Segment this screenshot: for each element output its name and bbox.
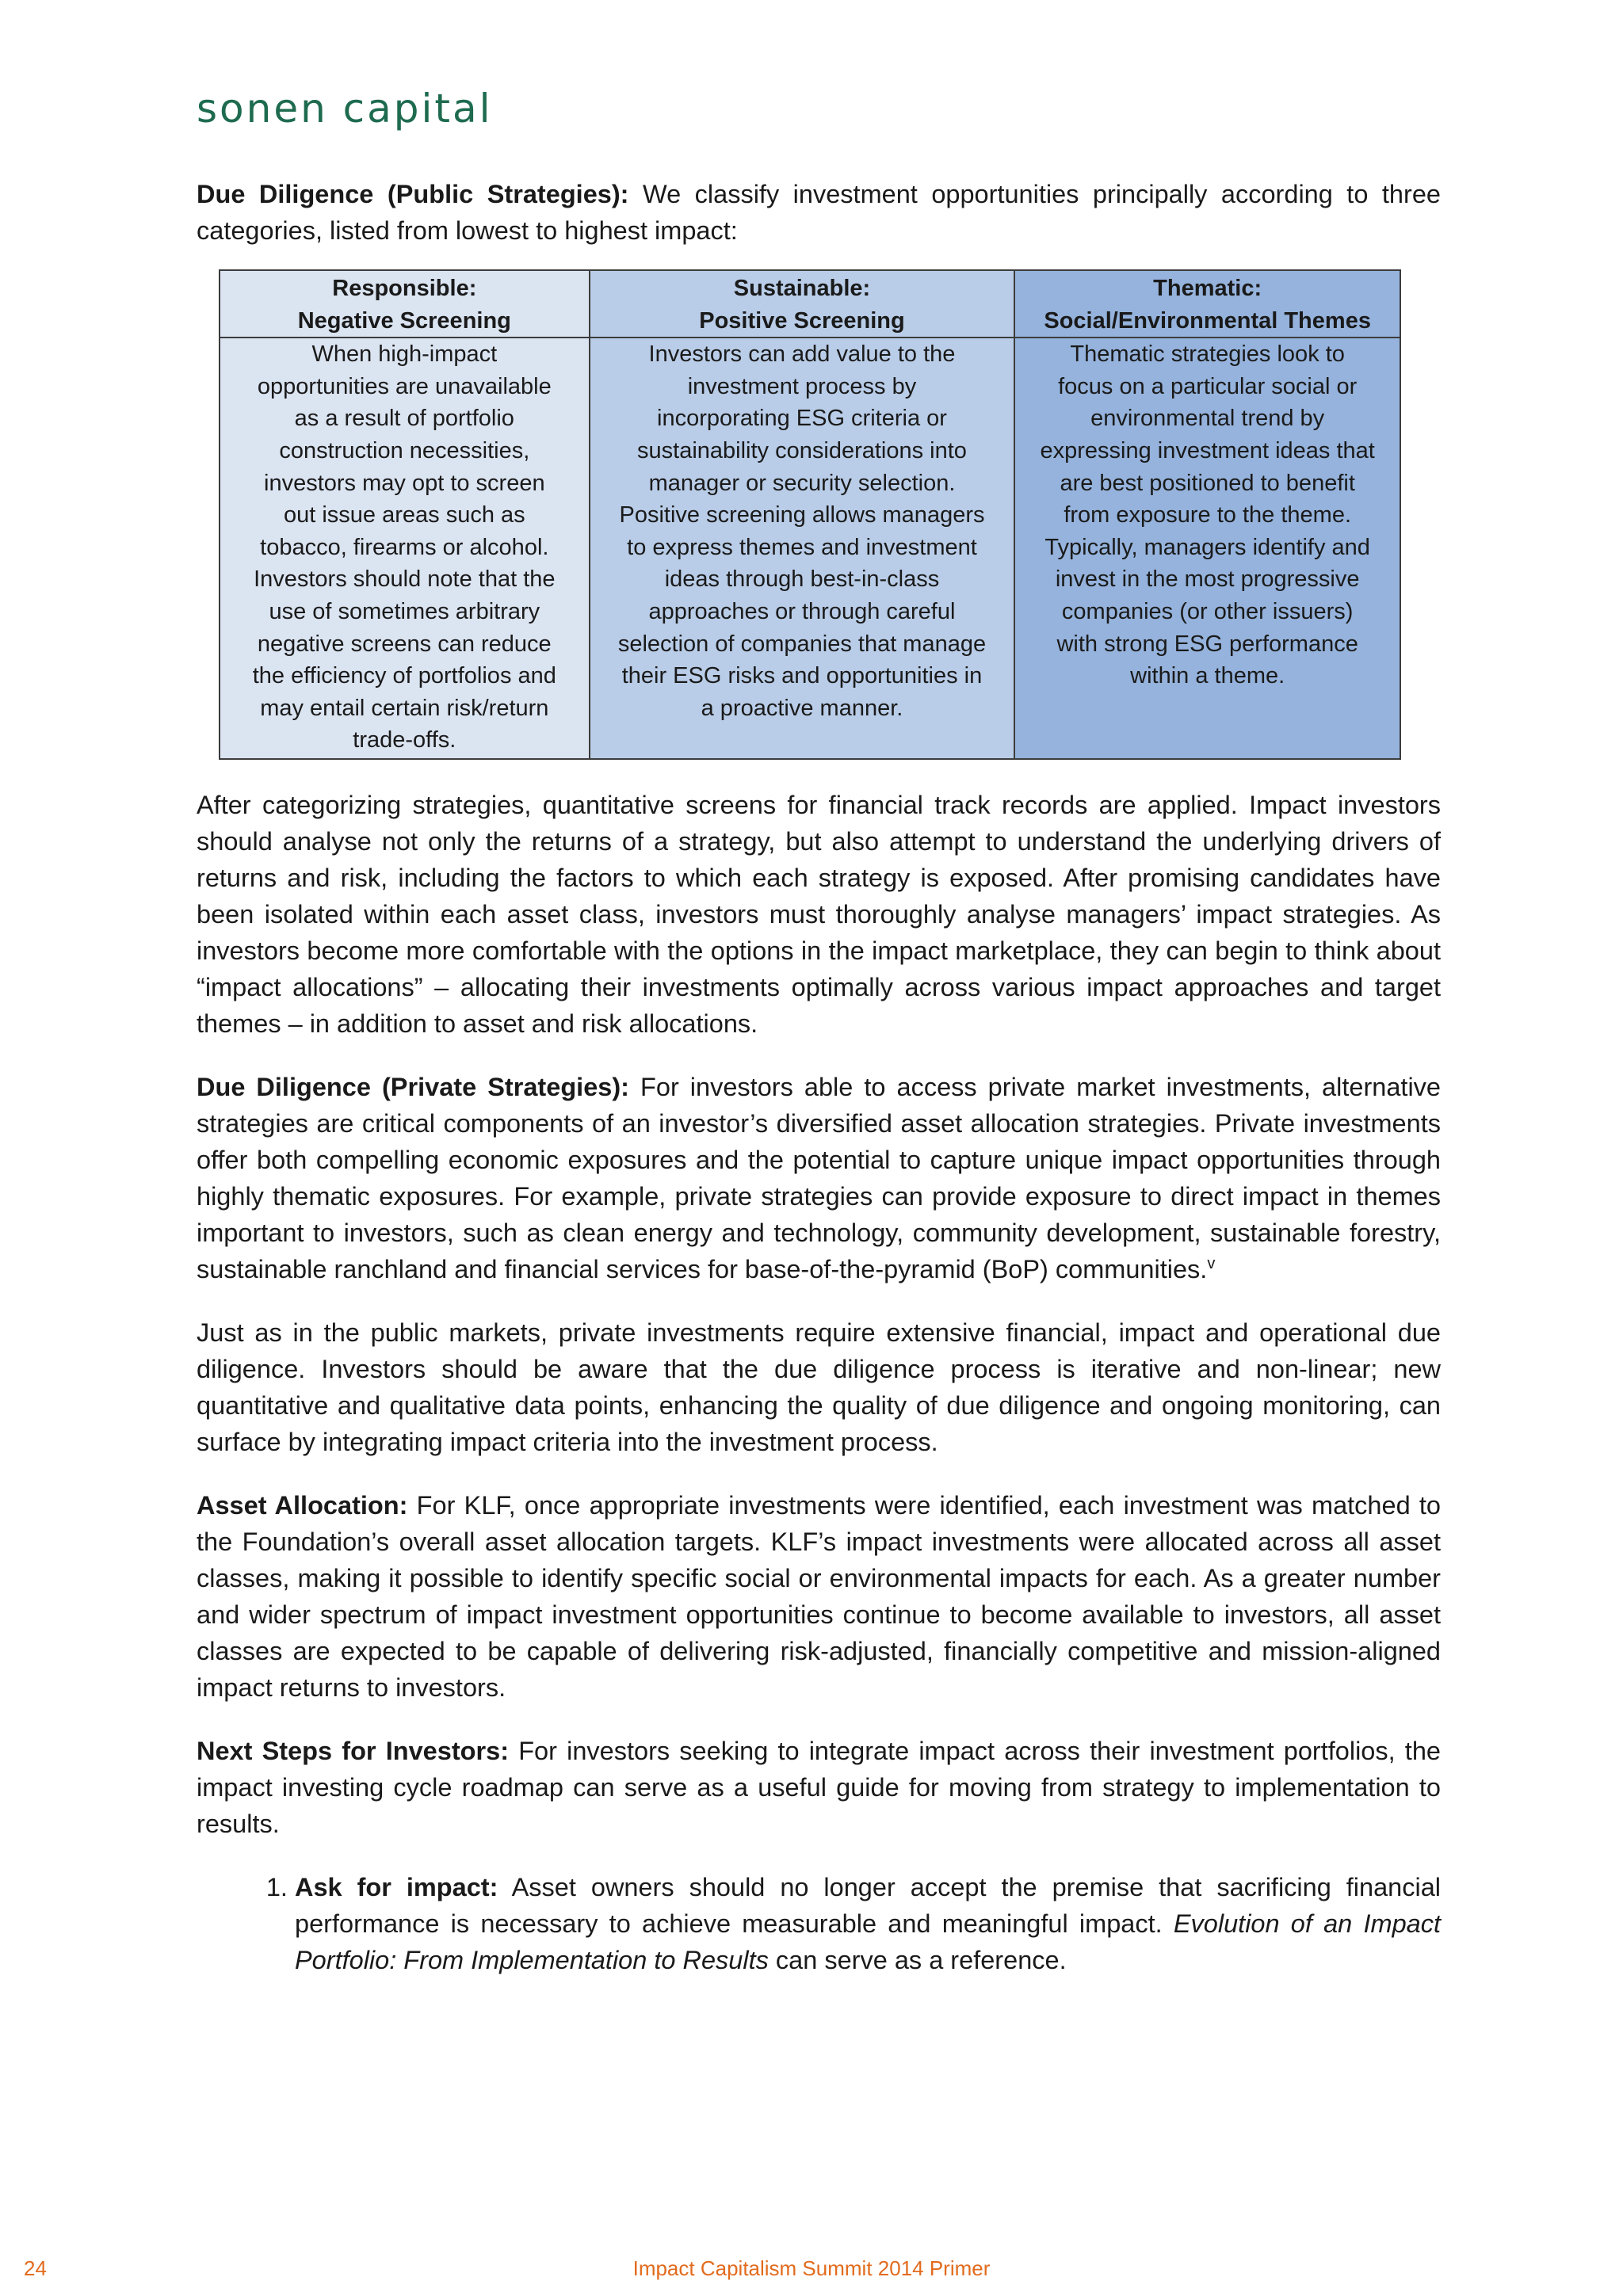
next-steps-heading: Next Steps for Investors:	[197, 1736, 510, 1765]
col-header-thematic: Thematic: Social/Environmental Themes	[1014, 270, 1400, 338]
cell-sustainable: Investors can add value to the investment process by incorporating ESG criteria or sustainability considerations into manager or security selection. Positive screening allows managers to express themes and investment ideas through best-in-class approaches or through careful selection of companies that manage their ESG risks and opportunities in a proactive manner.	[590, 338, 1015, 759]
step-heading: Ask for impact:	[295, 1872, 498, 1901]
cell-responsible: When high-impact opportunities are unavailable as a result of portfolio construction necessities, investors may opt to screen out issue areas such as tobacco, firearms or alcohol. Investors should note that the use of sometimes arbitrary negative screens can reduce the efficiency of portfolios and may entail certain risk/return trade-offs.	[220, 338, 590, 759]
private-strategies-text: For investors able to access private market investments, alternative strategies are critical components of an investor’s diversified asset allocation strategies. Private investments offer both compelling economic exposures and the potential to capture unique impact opportunities through highly thematic exposures. For example, private strategies can provide exposure to direct impact in themes important to investors, such as clean energy and technology, community development, sustainable forestry, sustainable ranchland and financial services for base-of-the-pyramid (BoP) communities.	[197, 1072, 1442, 1283]
asset-allocation-text: For KLF, once appropriate investments were identified, each investment was matched to the Foundation’s overall asset allocation targets. KLF’s impact investments were allocated across all asset classes, making it possible to identify specific social or environmental impacts for each. As a greater number and wider spectrum of impact investment opportunities continue to become available to investors, all asset classes are expected to be capable of delivering risk-adjusted, financially competitive and mission-aligned impact returns to investors.	[197, 1490, 1441, 1702]
cell-thematic: Thematic strategies look to focus on a particular social or environmental trend by expressing investment ideas that are best positioned to benefit from exposure to the theme. Typically, managers identify and invest in the most progressive companies (or other issuers) with strong ESG performance within a theme.	[1014, 338, 1400, 759]
steps-list	[197, 1869, 1441, 1978]
col-header-sustainable: Sustainable: Positive Screening	[590, 270, 1015, 338]
page-number: 24	[24, 2256, 47, 2280]
private-strategies-heading: Due Diligence (Private Strategies):	[197, 1072, 629, 1101]
col-header-responsible: Responsible: Negative Screening	[220, 270, 590, 338]
asset-allocation-paragraph	[197, 1487, 1441, 1706]
public-markets-paragraph: Just as in the public markets, private investments require extensive financial, impact and operational due diligence. Investors should be aware that the due diligence process is iterative and non-linear; new quantitative and qualitative data points, enhancing the quality of due diligence and ongoing monitoring, can surface by integrating impact criteria into the investment process.	[197, 1318, 1441, 1456]
private-strategies-paragraph	[197, 1069, 1441, 1287]
next-steps-paragraph	[197, 1733, 1441, 1842]
intro-paragraph	[197, 176, 1441, 249]
screening-table	[219, 269, 1401, 760]
intro-heading: Due Diligence (Public Strategies):	[197, 180, 629, 208]
step-text: Asset owners should no longer accept the premise that sacrificing financial performance is necessary to achieve measurable and meaningful impact.	[295, 1872, 1442, 1938]
list-item	[295, 1869, 1441, 1978]
after-categorizing-paragraph: After categorizing strategies, quantitative screens for financial track records are applied. Impact investors should analyse not only the returns of a strategy, but also attempt to understand the underlying drivers of returns and risk, including the factors to which each strategy is exposed. After promising candidates have been isolated within each asset class, investors must thoroughly analyse managers’ impact strategies. As investors become more comfortable with the options in the impact marketplace, they can begin to think about “impact allocations” – allocating their investments optimally across various impact approaches and target themes – in addition to asset and risk allocations.	[197, 790, 1441, 1038]
page-content	[197, 176, 1441, 1978]
next-steps-text: For investors seeking to integrate impact across their investment portfolios, the impact investing cycle roadmap can serve as a useful guide for moving from strategy to implementation to results.	[197, 1736, 1441, 1838]
intro-text: We classify investment opportunities principally according to three categories, listed from lowest to highest impact:	[197, 180, 1441, 245]
step-reference-title: Evolution of an Impact Portfolio: From Implementation to Results	[295, 1909, 1441, 1974]
asset-allocation-heading: Asset Allocation:	[197, 1490, 408, 1520]
step-tail: can serve as a reference.	[768, 1945, 1067, 1974]
company-logo: sonen capital	[197, 86, 493, 132]
footer-title: Impact Capitalism Summit 2014 Primer	[632, 2256, 991, 2280]
footnote-marker: v	[1207, 1255, 1216, 1273]
